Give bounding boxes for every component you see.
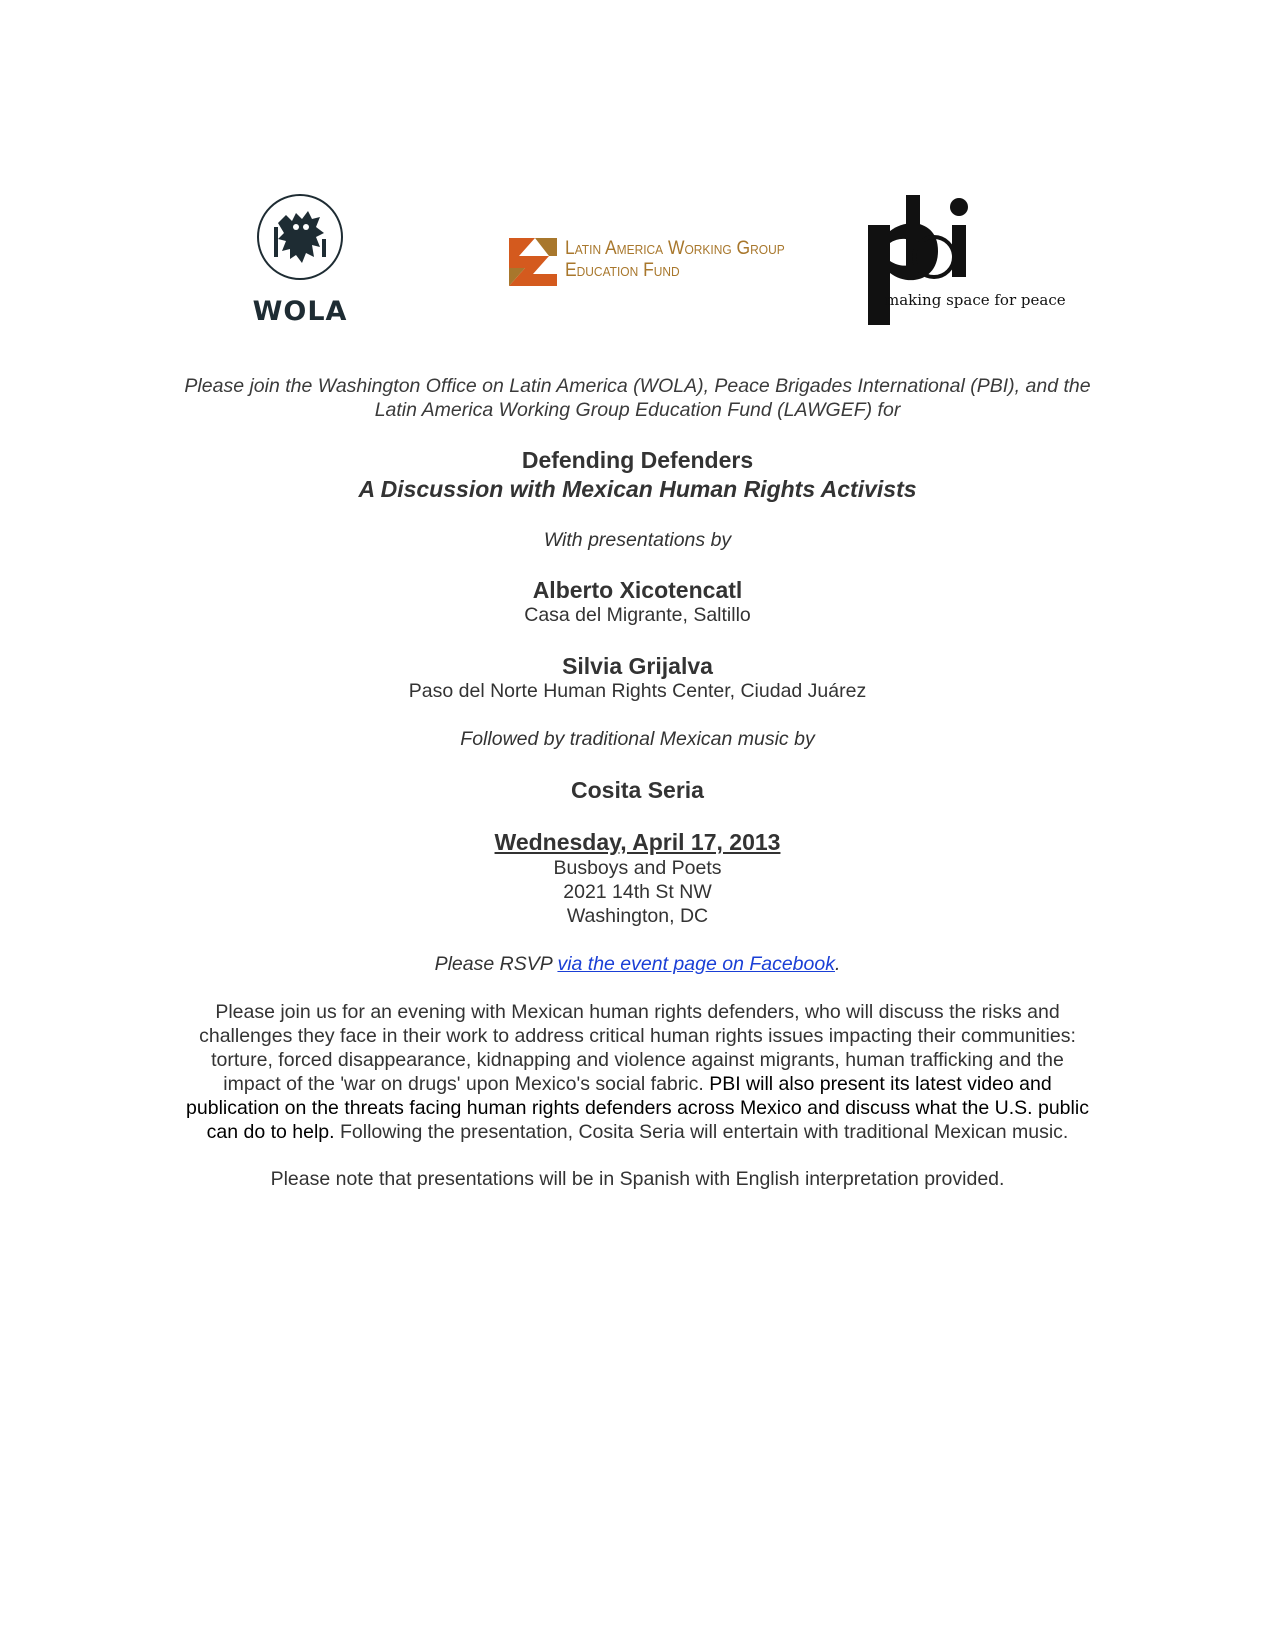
description-line: torture, forced disappearance, kidnapping and violence against migrants, human trafficking and the <box>211 1049 1064 1071</box>
band-name: Cosita Seria <box>571 777 704 803</box>
venue-name: Busboys and Poets <box>553 857 722 879</box>
description-segment: PBI will also present its latest video and <box>709 1073 1052 1095</box>
rsvp-line <box>0 952 1275 976</box>
description-line: publication on the threats facing human rights defenders across Mexico and discuss what the U.S. public <box>186 1097 1089 1119</box>
pbi-logo <box>868 195 1066 325</box>
event-title: Defending Defenders <box>521 447 754 473</box>
description-segment: can do to help. <box>206 1121 335 1143</box>
facebook-event-link[interactable]: via the event page on Facebook <box>557 953 835 975</box>
presentations-label: With presentations by <box>543 529 732 551</box>
wola-jaguar-emblem-icon <box>256 193 344 281</box>
lawgef-zigzag-icon <box>505 234 561 290</box>
event-subtitle: A Discussion with Mexican Human Rights Activists <box>358 476 917 502</box>
pbi-tagline: making space for peace <box>885 291 1066 309</box>
venue-address: 2021 14th St NW <box>563 881 712 903</box>
intro-line-1: Please join the Washington Office on Latin America (WOLA), Peace Brigades International (PBI), and the <box>184 375 1091 397</box>
lawgef-line2: Education Fund <box>565 260 680 281</box>
speaker-name: Silvia Grijalva <box>562 653 713 679</box>
description-line: challenges they face in their work to address critical human rights issues impacting their communities: <box>199 1025 1076 1047</box>
description-segment: Following the presentation, Cosita Seria will entertain with traditional Mexican music. <box>334 1121 1069 1143</box>
intro-line-2: Latin America Working Group Education Fund (LAWGEF) for <box>374 399 901 421</box>
lawgef-wordmark <box>565 238 785 282</box>
wola-wordmark: WOLA <box>252 296 348 327</box>
event-description <box>0 1000 1275 1144</box>
venue-city: Washington, DC <box>566 905 709 927</box>
lawgef-line1: Latin America Working Group <box>565 238 785 259</box>
event-date: Wednesday, April 17, 2013 <box>494 829 781 855</box>
wola-logo <box>245 193 355 333</box>
description-line: Please join us for an evening with Mexican human rights defenders, who will discuss the risks and <box>215 1001 1060 1023</box>
music-label: Followed by traditional Mexican music by <box>460 728 815 750</box>
speaker-name: Alberto Xicotencatl <box>532 577 743 603</box>
rsvp-suffix: . <box>834 953 841 975</box>
description-segment: impact of the 'war on drugs' upon Mexico's social fabric. <box>223 1073 710 1095</box>
description-line <box>0 1120 1275 1144</box>
intro-text <box>0 374 1275 422</box>
event-location <box>0 856 1275 928</box>
speaker-affiliation: Casa del Migrante, Saltillo <box>524 604 751 626</box>
description-line <box>0 1072 1275 1096</box>
rsvp-prefix: Please RSVP <box>434 953 558 975</box>
interpretation-note: Please note that presentations will be in Spanish with English interpretation provided. <box>270 1168 1005 1190</box>
speaker-affiliation: Paso del Norte Human Rights Center, Ciudad Juárez <box>408 680 867 702</box>
lawgef-logo <box>505 230 805 292</box>
